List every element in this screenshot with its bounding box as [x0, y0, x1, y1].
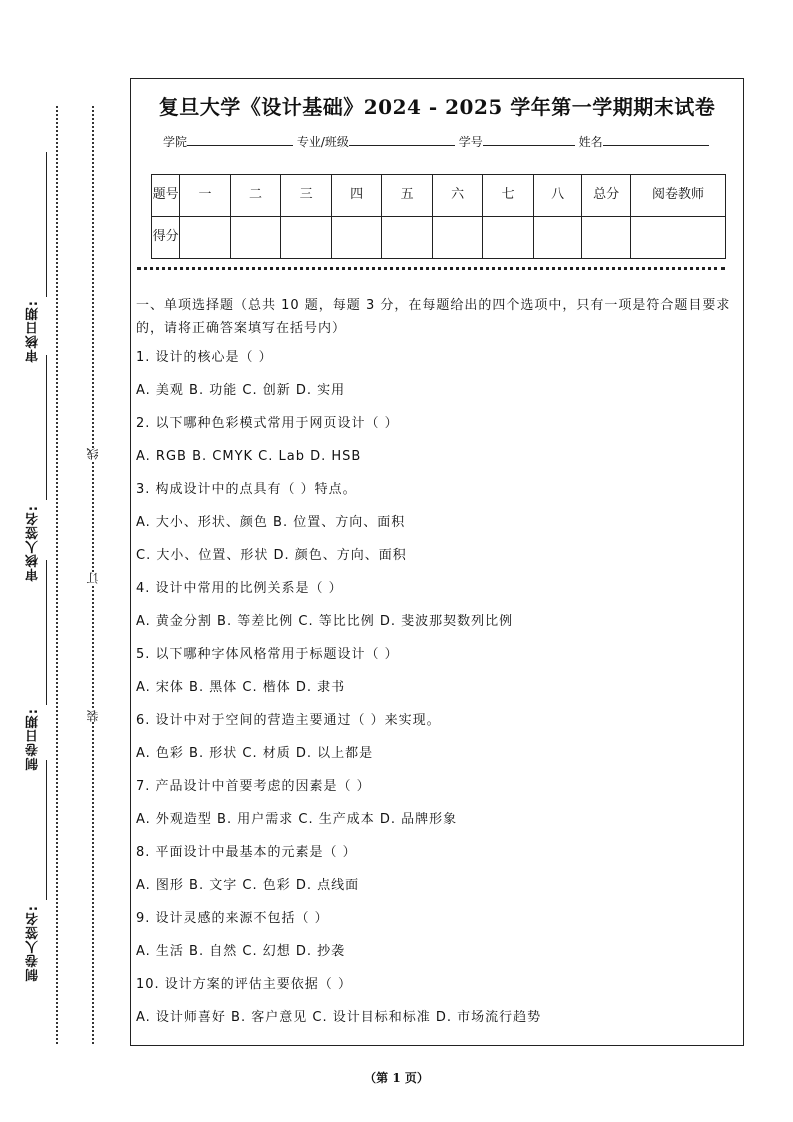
question-6-options: A. 色彩 B. 形状 C. 材质 D. 以上都是: [136, 746, 374, 761]
score-cell[interactable]: [331, 217, 382, 259]
score-cell[interactable]: [180, 217, 231, 259]
score-table-header-label: 题号: [152, 175, 180, 217]
score-cell[interactable]: [382, 217, 433, 259]
maker-signature-label: 制卷人签名:: [26, 905, 41, 982]
score-cell[interactable]: [483, 217, 534, 259]
score-col-8: 八: [533, 175, 582, 217]
question-1: 1. 设计的核心是（ ）: [136, 350, 273, 365]
score-cell[interactable]: [281, 217, 332, 259]
question-section: [136, 294, 736, 1041]
score-cell-total[interactable]: [582, 217, 631, 259]
student-id-label: 学号: [458, 135, 483, 149]
question-2-options: A. RGB B. CMYK C. Lab D. HSB: [136, 449, 362, 464]
section-divider: [137, 267, 725, 270]
score-cell[interactable]: [533, 217, 582, 259]
score-col-3: 三: [281, 175, 332, 217]
major-field[interactable]: [349, 133, 455, 146]
student-info-row: [163, 133, 709, 150]
score-col-total: 总分: [582, 175, 631, 217]
question-3-options: A. 大小、形状、颜色 B. 位置、方向、面积: [136, 515, 406, 530]
section-instruction: 一、单项选择题（总共 10 题，每题 3 分，在每题给出的四个选项中，只有一项是符合题目要求的，请将正确答案填写在括号内）: [136, 298, 731, 336]
question-7-options: A. 外观造型 B. 用户需求 C. 生产成本 D. 品牌形象: [136, 812, 458, 827]
review-date-line: [46, 152, 47, 297]
score-cell-grader[interactable]: [630, 217, 725, 259]
question-1-options: A. 美观 B. 功能 C. 创新 D. 实用: [136, 383, 346, 398]
exam-frame: [130, 78, 744, 1046]
score-col-7: 七: [483, 175, 534, 217]
question-10: 10. 设计方案的评估主要依据（ ）: [136, 977, 352, 992]
maker-date-label: 制卷日期:: [26, 708, 41, 771]
score-cell[interactable]: [432, 217, 483, 259]
reviewer-signature-line: [46, 355, 47, 500]
question-9: 9. 设计灵感的来源不包括（ ）: [136, 911, 329, 926]
exam-title: 复旦大学《设计基础》2024 - 2025 学年第一学期期末试卷: [158, 95, 716, 119]
score-cell[interactable]: [230, 217, 281, 259]
question-10-options: A. 设计师喜好 B. 客户意见 C. 设计目标和标准 D. 市场流行趋势: [136, 1010, 542, 1025]
score-table: [151, 174, 726, 259]
college-field[interactable]: [187, 133, 293, 146]
score-col-5: 五: [382, 175, 433, 217]
review-date-label: 审核日期:: [26, 300, 41, 363]
score-table-header-row: [152, 175, 726, 217]
score-col-1: 一: [180, 175, 231, 217]
question-9-options: A. 生活 B. 自然 C. 幻想 D. 抄袭: [136, 944, 346, 959]
score-table-row-label: 得分: [152, 217, 180, 259]
cut-mark-bind: 订: [86, 572, 100, 584]
maker-date-line: [46, 560, 47, 705]
question-5-options: A. 宋体 B. 黑体 C. 楷体 D. 隶书: [136, 680, 346, 695]
cut-mark-line: 线: [86, 448, 100, 460]
question-3-options-2: C. 大小、位置、形状 D. 颜色、方向、面积: [136, 548, 407, 563]
question-8-options: A. 图形 B. 文字 C. 色彩 D. 点线面: [136, 878, 360, 893]
question-6: 6. 设计中对于空间的营造主要通过（ ）来实现。: [136, 713, 441, 728]
score-col-4: 四: [331, 175, 382, 217]
question-7: 7. 产品设计中首要考虑的因素是（ ）: [136, 779, 371, 794]
question-4: 4. 设计中常用的比例关系是（ ）: [136, 581, 343, 596]
name-label: 姓名: [578, 135, 603, 149]
cut-mark-staple: 装: [86, 710, 100, 722]
major-label: 专业/班级: [296, 135, 349, 149]
question-8: 8. 平面设计中最基本的元素是（ ）: [136, 845, 357, 860]
question-2: 2. 以下哪种色彩模式常用于网页设计（ ）: [136, 416, 399, 431]
reviewer-signature-label: 审核人签名:: [26, 505, 41, 582]
score-col-grader: 阅卷教师: [630, 175, 725, 217]
maker-signature-line: [46, 760, 47, 900]
score-table-score-row: [152, 217, 726, 259]
score-col-2: 二: [230, 175, 281, 217]
college-label: 学院: [163, 135, 188, 149]
question-3: 3. 构成设计中的点具有（ ）特点。: [136, 482, 357, 497]
score-col-6: 六: [432, 175, 483, 217]
page-number: （第 1 页）: [364, 1071, 429, 1085]
student-id-field[interactable]: [483, 133, 575, 146]
name-field[interactable]: [603, 133, 709, 146]
question-5: 5. 以下哪种字体风格常用于标题设计（ ）: [136, 647, 399, 662]
question-4-options: A. 黄金分割 B. 等差比例 C. 等比比例 D. 斐波那契数列比例: [136, 614, 514, 629]
